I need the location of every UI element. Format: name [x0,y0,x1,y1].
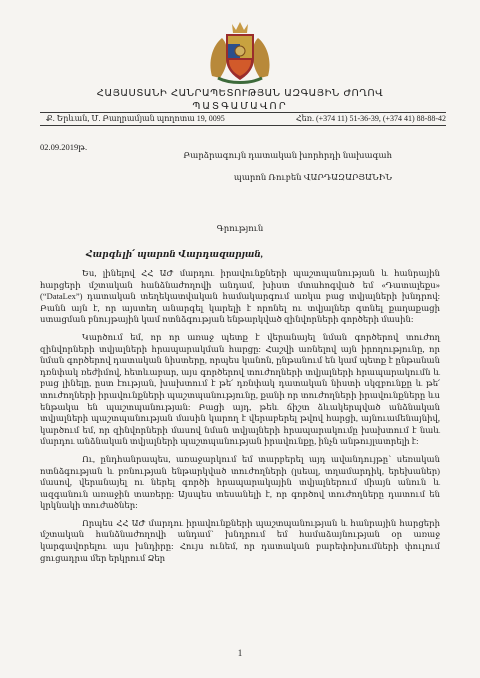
letter-date: 02.09.2019թ. [40,142,88,152]
coat-of-arms-emblem [206,18,274,84]
parliament-name: ՀԱՅԱՍՏԱՆԻ ՀԱՆՐԱՊԵՏՈՒԹՅԱՆ ԱԶԳԱՅԻՆ ԺՈՂՈՎ [96,88,384,99]
body-paragraph: Ու, ընդհանրապես, առաջարկում եմ տարբերել այդ ավանդույթը՝ սեռական ոտնձգության և բռնության ենթարկված տուժողների (լսեալ, տղամարդիկ, երեխաներ) մասով, վերանայել ու ներել գործի հրապարակային տվյալներում միայն անուն և ազգանուն առաջին տառերը: Այսպես տեսանելի է, որ գործով տուժողները դատում են կրկնակի տուժածներ: [40,453,440,511]
recipient-name: պարոն Ռուբեն ՎԱՐԴԱԶԱՐՅԱՆԻՆ [233,172,392,182]
header-rule [40,112,446,113]
recipient-position: Բարձրագույն դատական խորհրդի նախագահ [183,150,392,160]
office-address: Ք. Երևան, Մ. Բաղրամյան պողոտա 19, 0095 [46,114,225,123]
body-paragraph: Կարծում եմ, որ որ առաջ պետք է վերանայել նման գործերով տուժող զինվորների տվյալների հրապարակման հարցը: Հաշվի առնելով այն իրողությունը, որ նման գործերով դատական նիստերը, որպես կանոն, ընթանում են կամ պետք է ընթանան դռնփակ ռեժիմով, հետևաբար, այս գործերով տուժողների տվյալների հրապարակումն և բաց լինելը, ըստ էության, խախտում է թե՛ դռնփակ դատական նիստի սկզբունքը և թե՛ տուժողների իրավունքների պաշտպանությունը, քանի որ տուժողների իրավունքները ևս ենթակա են պաշտպանության: Բացի այդ, թեև ճիշտ ձևակերպված անձնական տվյալների պաշտպանության մասին կարող է վերաբերել թվով հարցի, այնուամենայնիվ, կարծում եմ, որ զինվորների մասով նման տվյալների հրապարակումը խախտում է նաև մարդու անձնական տվյալների պաշտպանության իրավունքը, ինչն անթույլատրելի է: [40,331,440,447]
letter-body [40,268,440,570]
body-paragraph: Ես, լինելով ՀՀ ԱԺ մարդու իրավունքների պաշտպանության և հանրային հարցերի մշտական հանձնաժողովի անդամ, խիստ մտահոգված եմ «Դատալեքս» (“DataLex”) դատական տեղեկատվական համակարգում առկա բաց տվյալների խնդրով: Բանն այն է, որ այստեղ անարգել կարելի է որոնել ու տվյալներ գտնել քաղաքացի ստացման բնույթային կամ ոտնձգության ենթարկված զինվորների գործերի մասին: [40,268,440,325]
member-title: ՊԱՏԳԱՄԱՎՈՐ [192,101,288,112]
document-title: Գրություն [216,223,264,233]
body-paragraph: Որպես ՀՀ ԱԺ մարդու իրավունքների պաշտպանության և հանրային հարցերի մշտական հանձնաժողովի անդամ՝ խնդրում եմ համաձայնության օր առաջ կարգավորելու այս խնդիրը: Հույս ունեմ, որ դատական բարեփոխումների փուլում ցուցադրա մեր երկրում Ձեր [40,517,440,563]
contact-rule [40,125,446,126]
page-number: 1 [237,648,243,658]
salutation: Հարգելի՛ պարոն Վարդազարյան, [86,249,264,259]
office-phone: Հեռ. (+374 11) 51-36-39, (+374 41) 88-88-42 [295,114,446,123]
